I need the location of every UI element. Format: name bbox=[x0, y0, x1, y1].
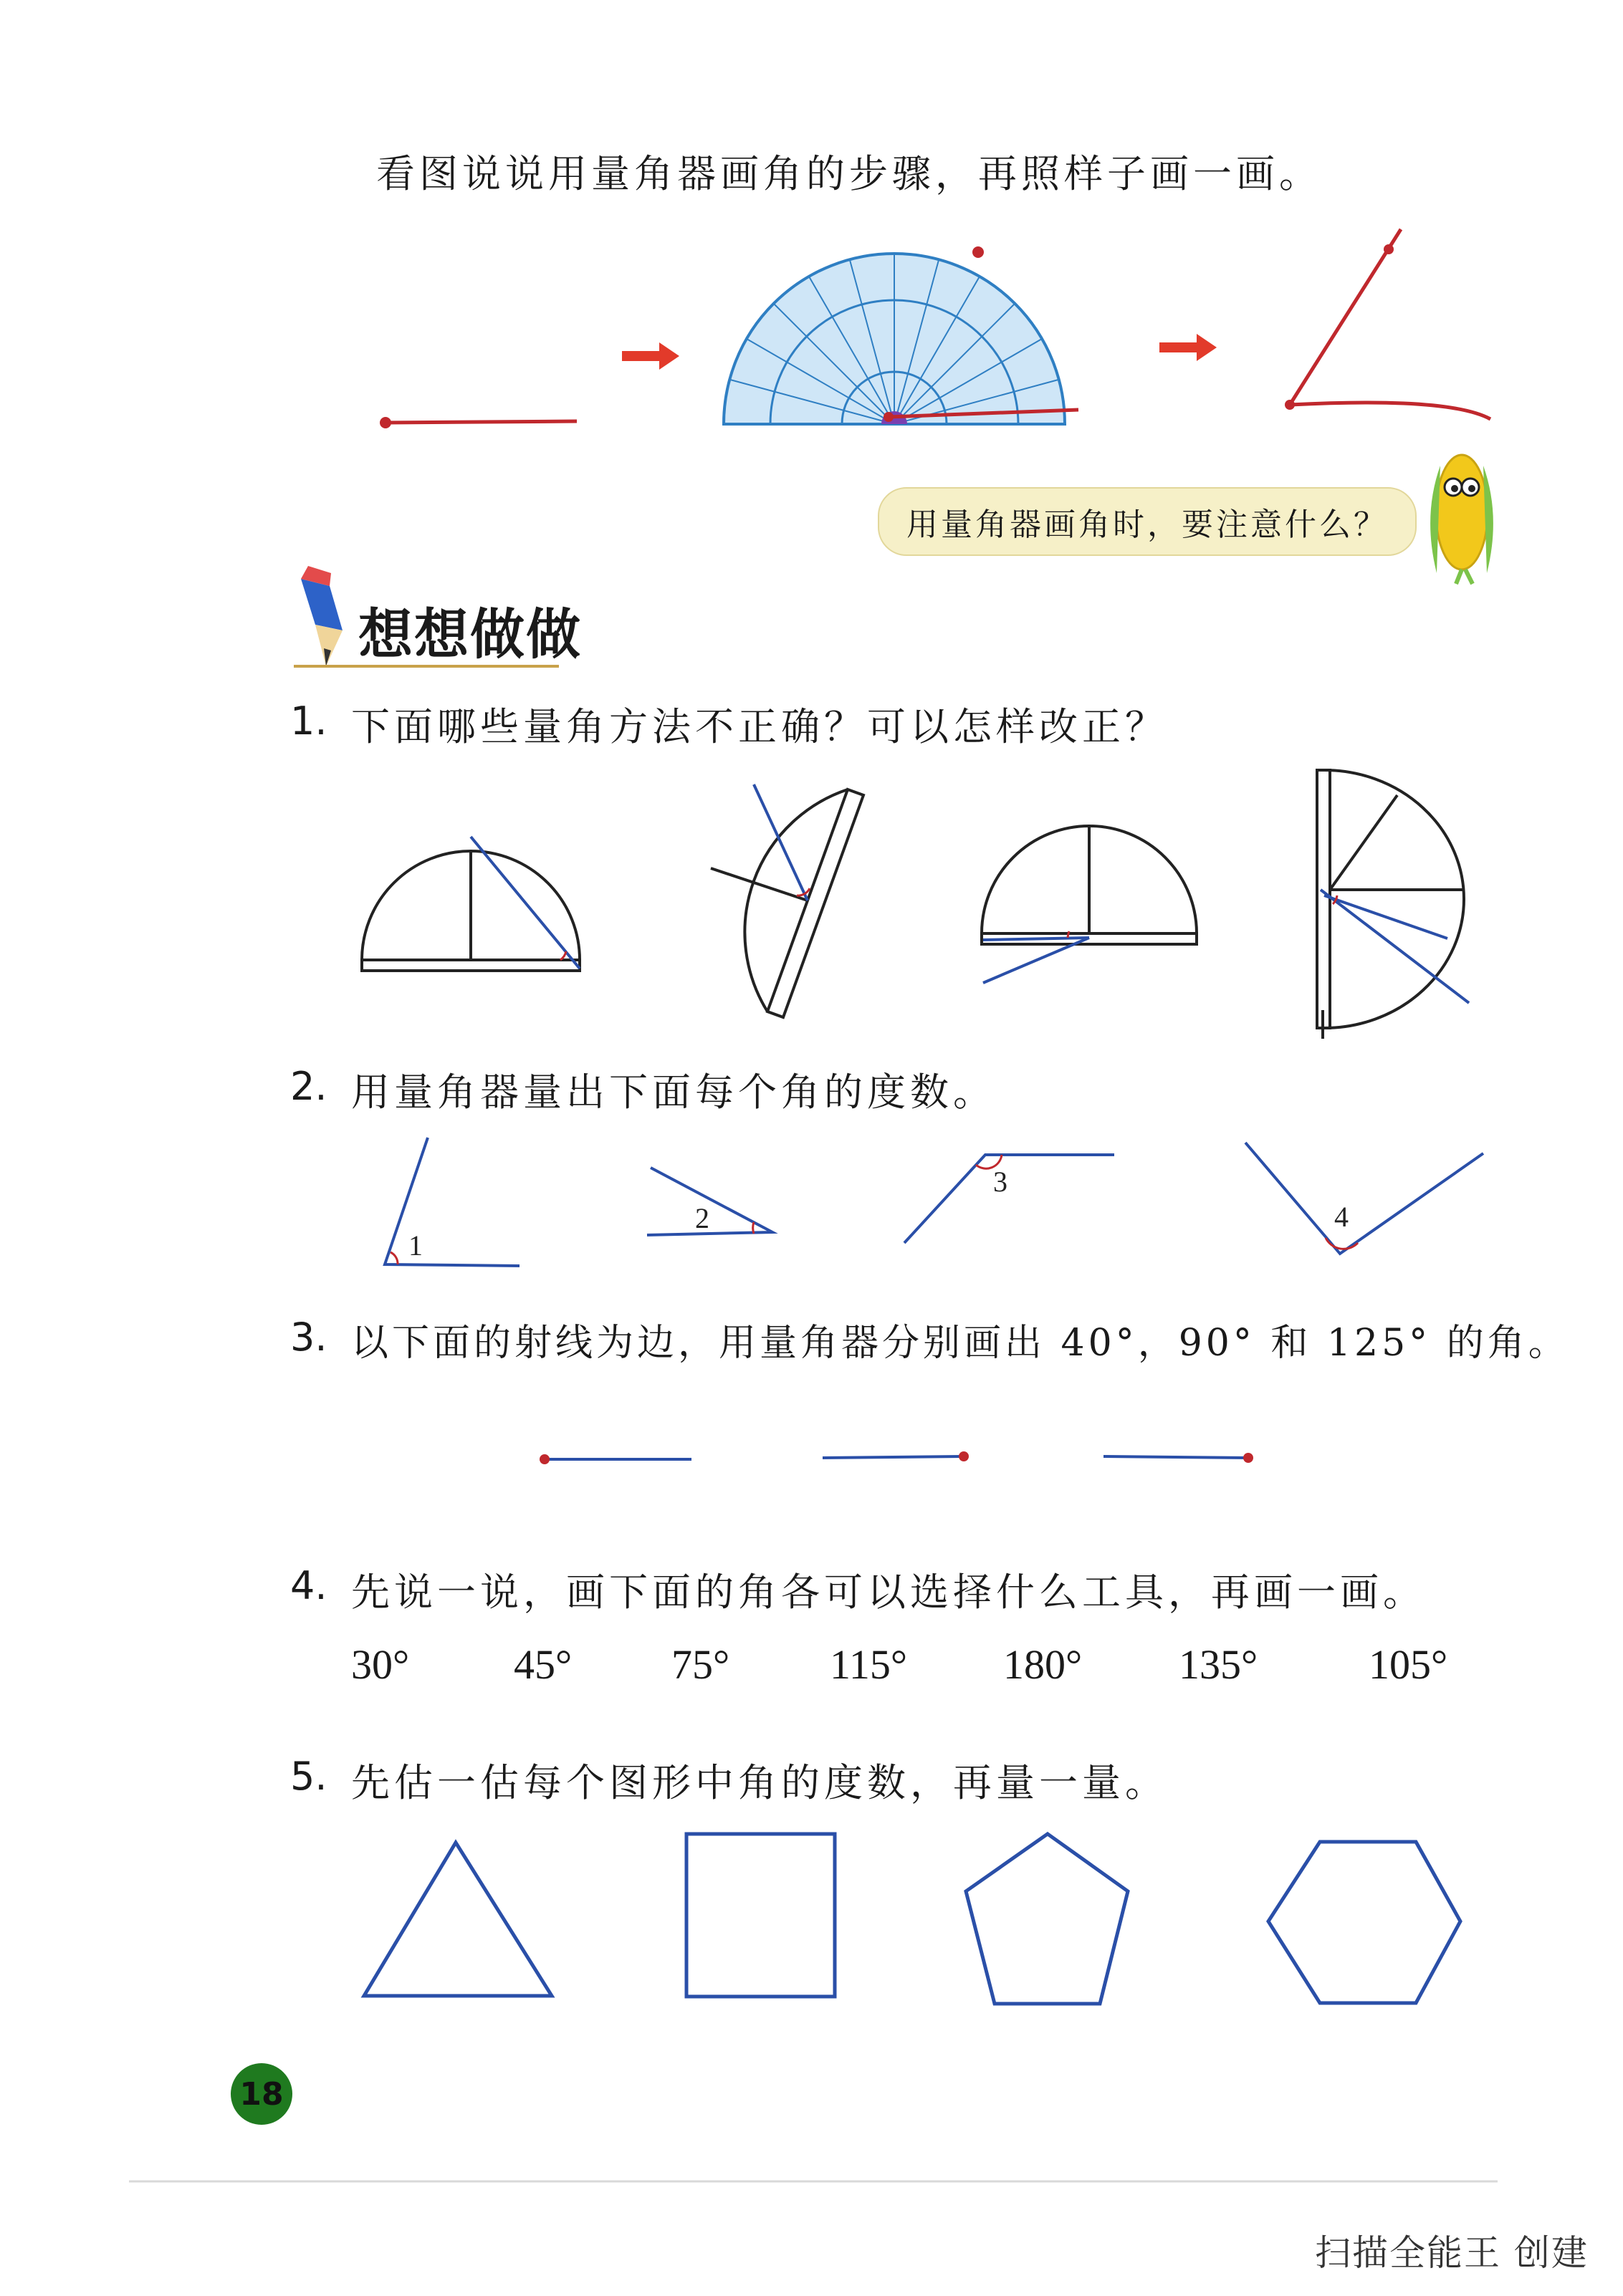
q3-number: 3. bbox=[290, 1315, 327, 1360]
q1-number: 1. bbox=[290, 698, 327, 744]
q4-angle: 45° bbox=[514, 1641, 573, 1688]
arrow-right-icon bbox=[622, 342, 679, 370]
q1-diagram-b bbox=[711, 784, 863, 1017]
q4-angle: 105° bbox=[1369, 1641, 1448, 1688]
corn-mascot-icon bbox=[1430, 455, 1493, 584]
q4-angle: 115° bbox=[830, 1641, 908, 1688]
page-number: 18 bbox=[231, 2063, 292, 2125]
q3-ray-1 bbox=[540, 1454, 691, 1464]
q5-pentagon bbox=[966, 1834, 1128, 2004]
q2-label-2: 2 bbox=[695, 1202, 709, 1234]
protractor-illustration bbox=[724, 246, 1078, 424]
q2-angle-3 bbox=[904, 1155, 1114, 1243]
q4-angle: 135° bbox=[1179, 1641, 1258, 1688]
step1-ray-vertex bbox=[380, 417, 391, 428]
q1-diagram-d bbox=[1317, 770, 1469, 1039]
q2-label-4: 4 bbox=[1334, 1201, 1349, 1233]
q2-number: 2. bbox=[290, 1064, 327, 1109]
scanner-watermark: 扫描全能王 创建 bbox=[1315, 2232, 1589, 2274]
q2-text: 用量角器量出下面每个角的度数。 bbox=[351, 1070, 996, 1115]
q4-text: 先说一说，画下面的角各可以选择什么工具，再画一画。 bbox=[351, 1570, 1426, 1615]
q1-text: 下面哪些量角方法不正确？可以怎样改正？ bbox=[351, 704, 1168, 749]
q4-angle: 180° bbox=[1003, 1641, 1083, 1688]
q3-ray-3 bbox=[1103, 1453, 1253, 1463]
q4-number: 4. bbox=[290, 1563, 327, 1608]
q2-angle-1 bbox=[385, 1138, 520, 1266]
q3-ray-2 bbox=[823, 1451, 969, 1461]
intro-instruction: 看图说说用量角器画角的步骤，再照样子画一画。 bbox=[376, 151, 1322, 196]
section-title: 想想做做 bbox=[358, 602, 582, 666]
q2-label-1: 1 bbox=[408, 1229, 423, 1262]
q4-angle: 75° bbox=[671, 1641, 730, 1688]
arrow-right-icon bbox=[1159, 334, 1217, 361]
q3-text: 以下面的射线为边，用量角器分别画出 40°，90° 和 125° 的角。 bbox=[351, 1322, 1569, 1365]
drawn-angle bbox=[1285, 229, 1490, 419]
q5-triangle bbox=[364, 1843, 552, 1996]
q1-diagram-a bbox=[362, 837, 580, 971]
q5-hexagon bbox=[1268, 1842, 1460, 2003]
q5-number: 5. bbox=[290, 1754, 327, 1799]
tip-bubble: 用量角器画角时，要注意什么？ bbox=[878, 487, 1417, 556]
q4-angle: 30° bbox=[351, 1641, 410, 1688]
q2-angle-4 bbox=[1245, 1143, 1483, 1254]
q1-diagram-c bbox=[982, 826, 1197, 983]
q2-label-3: 3 bbox=[993, 1166, 1007, 1198]
q2-angle-2 bbox=[647, 1168, 772, 1235]
q5-text: 先估一估每个图形中角的度数，再量一量。 bbox=[351, 1760, 1168, 1805]
q5-square bbox=[686, 1834, 835, 1997]
step1-ray-line bbox=[386, 421, 577, 423]
